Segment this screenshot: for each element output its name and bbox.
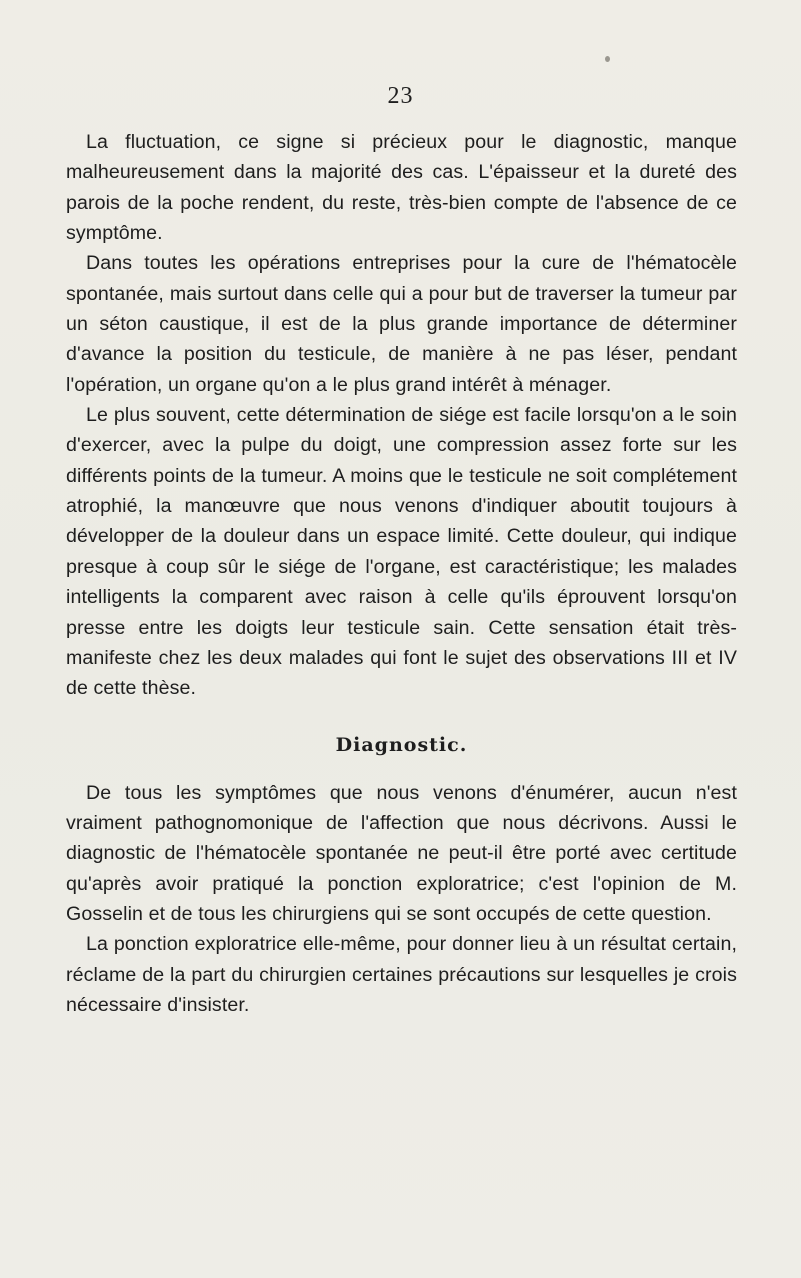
body-text bbox=[66, 127, 737, 1020]
paragraph-determination: Le plus souvent, cette détermination de siége est facile lorsqu'on a le soin d'exercer, avec la pulpe du doigt, une compression assez forte sur les différents points de la tumeur. A moins que le testicule ne soit complétement atrophié, la manœuvre que nous venons d'indiquer aboutit toujours à développer de la douleur dans un espace limité. Cette douleur, qui indique presque à coup sûr le siége de l'organe, est caractéristique; les malades intelligents la comparent avec raison à celle qu'ils éprouvent lorsqu'on presse entre les doigts leur testicule sain. Cette sensation était très-manifeste chez les deux malades qui font le sujet des observations III et IV de cette thèse. bbox=[66, 404, 737, 700]
paper-speck bbox=[605, 56, 610, 62]
paragraph-fluctuation: La fluctuation, ce signe si précieux pour le diagnostic, manque malheureusement dans la majorité des cas. L'épaisseur et la dureté des parois de la poche rendent, du reste, très-bien compte de l'absence de ce symptôme. bbox=[66, 131, 737, 245]
paragraph-operations: Dans toutes les opérations entreprises pour la cure de l'hématocèle spontanée, mais surtout dans celle qui a pour but de traverser la tumeur par un séton caustique, il est de la plus grande importance de déterminer d'avance la position du testicule, de manière à ne pas léser, pendant l'opération, un organe qu'on a le plus grand intérêt à ménager. bbox=[66, 252, 737, 396]
section-heading-diagnostic: Diagnostic. bbox=[335, 733, 468, 756]
paragraph-ponction: La ponction exploratrice elle-même, pour donner lieu à un résultat certain, réclame de la part du chirurgien certaines précautions sur lesquelles je crois nécessaire d'insister. bbox=[66, 933, 737, 1016]
page-number: 23 bbox=[387, 83, 414, 109]
paragraph-symptoms: De tous les symptômes que nous venons d'énumérer, aucun n'est vraiment pathognomonique de l'affection que nous décrivons. Aussi le diagnostic de l'hématocèle spontanée ne peut-il être porté avec certitude qu'après avoir pratiqué la ponction exploratrice; c'est l'opinion de M. Gosselin et de tous les chirurgiens qui se sont occupés de cette question. bbox=[66, 781, 737, 925]
